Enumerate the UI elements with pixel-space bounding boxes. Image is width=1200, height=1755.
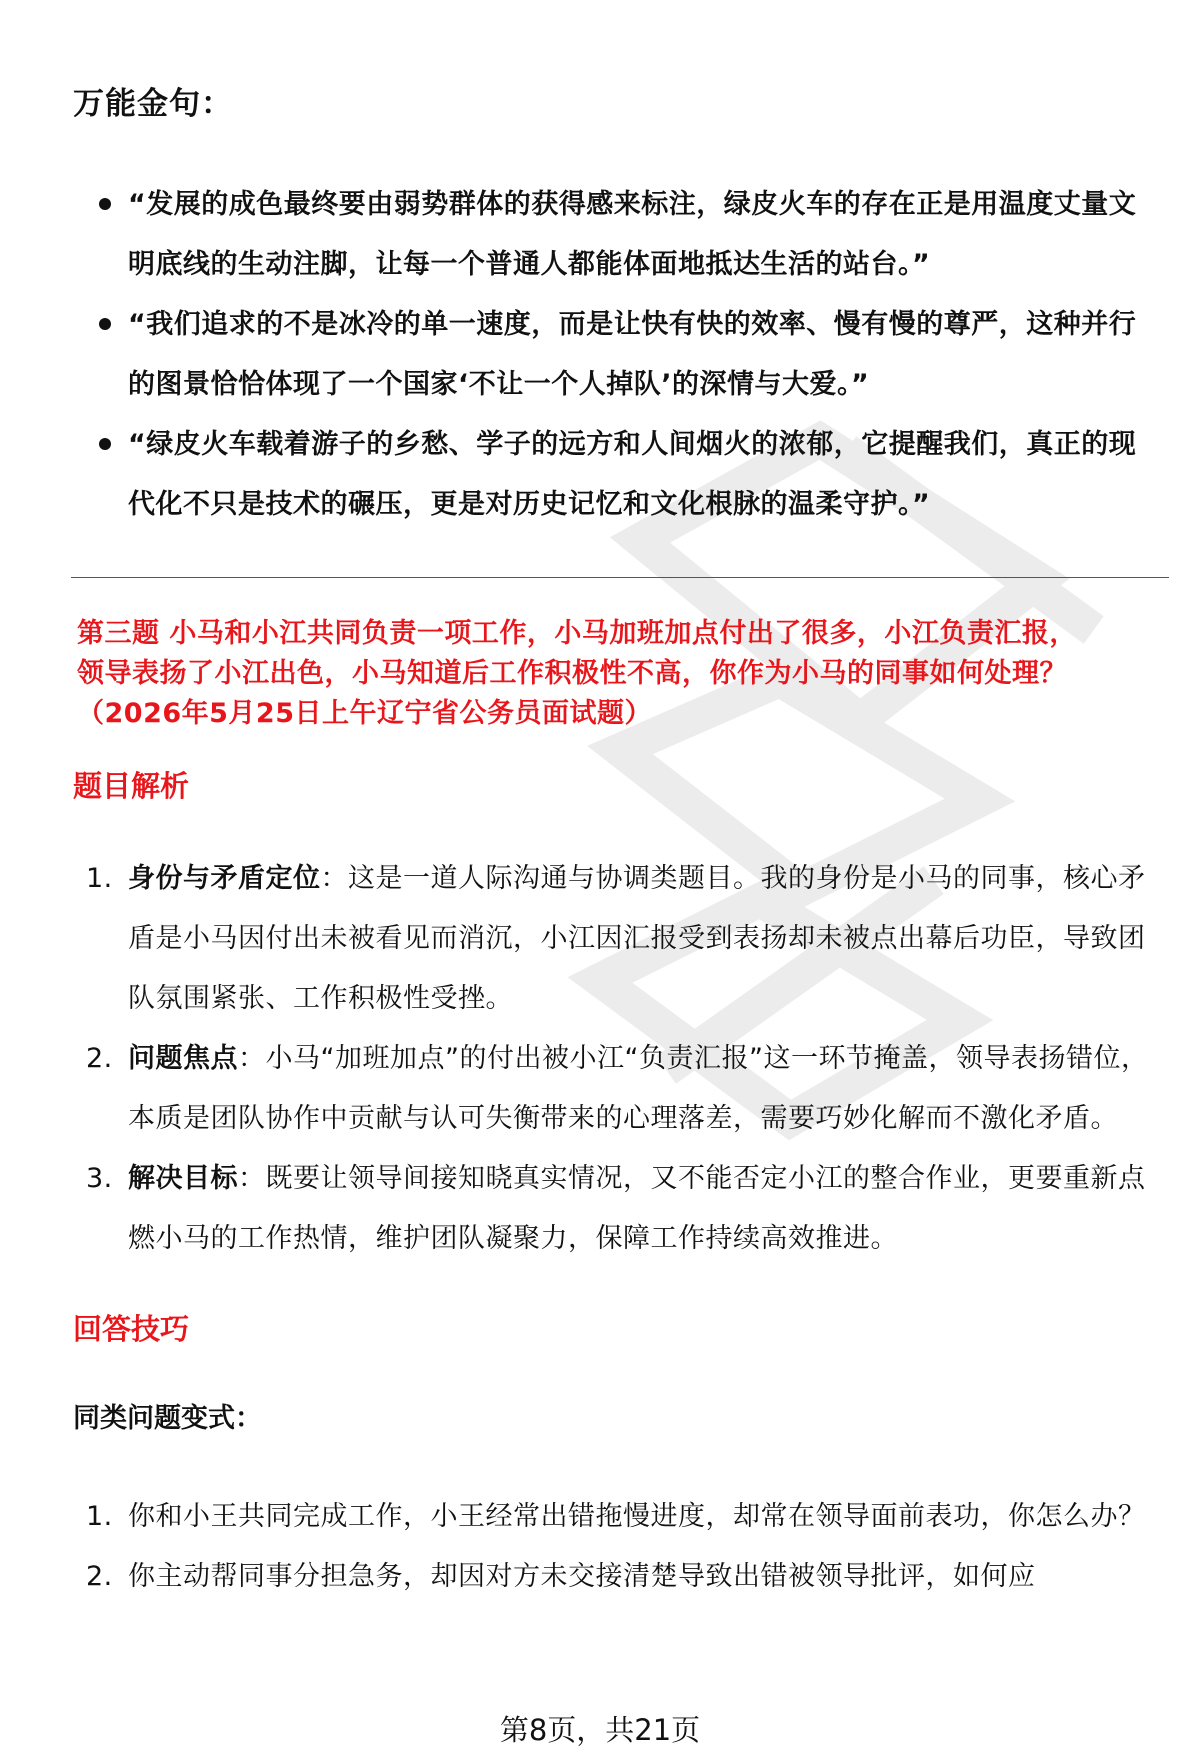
quote-item <box>73 175 1153 295</box>
analysis-item <box>73 1029 1153 1149</box>
variants-heading: 同类问题变式： <box>73 1403 262 1434</box>
item-label: 身份与矛盾定位 <box>128 863 321 894</box>
variant-text: 你主动帮同事分担急务，却因对方未交接清楚导致出错被领导批评，如何应 <box>128 1561 1036 1592</box>
page-footer: 第8页，共21页 <box>499 1713 701 1747</box>
item-number: 1. <box>86 863 113 894</box>
question-heading <box>73 614 1153 734</box>
golden-quotes-heading: 万能金句： <box>73 86 233 122</box>
quote-text: “发展的成色最终要由弱势群体的获得感来标注，绿皮火车的存在正是用温度丈量文明底线的生动注脚，让每一个普通人都能体面地抵达生活的站台。” <box>128 189 1137 280</box>
bullet-icon <box>99 438 111 450</box>
item-text: ：这是一道人际沟通与协调类题目。我的身份是小马的同事，核心矛盾是小马因付出未被看见而消沉，小江因汇报受到表扬却未被点出幕后功臣，导致团队氛围紧张、工作积极性受挫。 <box>128 863 1146 1014</box>
item-number: 2. <box>86 1043 113 1074</box>
question-line: 第三题 小马和小江共同负责一项工作，小马加班加点付出了很多，小江负责汇报， <box>77 618 1077 649</box>
section-divider <box>71 577 1169 578</box>
item-number: 2. <box>86 1561 113 1592</box>
variant-text: 你和小王共同完成工作，小王经常出错拖慢进度，却常在领导面前表功，你怎么办？ <box>128 1501 1146 1532</box>
analysis-item <box>73 849 1153 1029</box>
golden-quotes-list <box>73 175 1153 535</box>
item-label: 解决目标 <box>128 1163 238 1194</box>
item-number: 1. <box>86 1501 113 1532</box>
question-source: （2026年5月25日上午辽宁省公务员面试题） <box>77 698 653 729</box>
skills-heading: 回答技巧 <box>73 1312 190 1346</box>
analysis-list <box>73 849 1153 1269</box>
analysis-item <box>73 1149 1153 1269</box>
quote-text: “我们追求的不是冰冷的单一速度，而是让快有快的效率、慢有慢的尊严，这种并行的图景恰恰体现了一个国家‘不让一个人掉队’的深情与大爱。” <box>128 309 1137 400</box>
bullet-icon <box>99 318 111 330</box>
question-line: 领导表扬了小江出色，小马知道后工作积极性不高，你作为小马的同事如何处理？ <box>77 658 1067 689</box>
analysis-heading: 题目解析 <box>73 769 190 803</box>
item-label: 问题焦点 <box>128 1043 238 1074</box>
item-number: 3. <box>86 1163 113 1194</box>
item-text: ：既要让领导间接知晓真实情况，又不能否定小江的整合作业，更要重新点燃小马的工作热情，维护团队凝聚力，保障工作持续高效推进。 <box>128 1163 1146 1254</box>
quote-item <box>73 295 1153 415</box>
item-text: ：小马“加班加点”的付出被小江“负责汇报”这一环节掩盖，领导表扬错位，本质是团队协作中贡献与认可失衡带来的心理落差，需要巧妙化解而不激化矛盾。 <box>128 1043 1149 1134</box>
quote-item <box>73 415 1153 535</box>
document-page <box>73 60 1153 1607</box>
variants-list <box>73 1487 1153 1607</box>
bullet-icon <box>99 198 111 210</box>
variant-item <box>73 1547 1153 1607</box>
quote-text: “绿皮火车载着游子的乡愁、学子的远方和人间烟火的浓郁，它提醒我们，真正的现代化不只是技术的碾压，更是对历史记忆和文化根脉的温柔守护。” <box>128 429 1137 520</box>
variant-item <box>73 1487 1153 1547</box>
